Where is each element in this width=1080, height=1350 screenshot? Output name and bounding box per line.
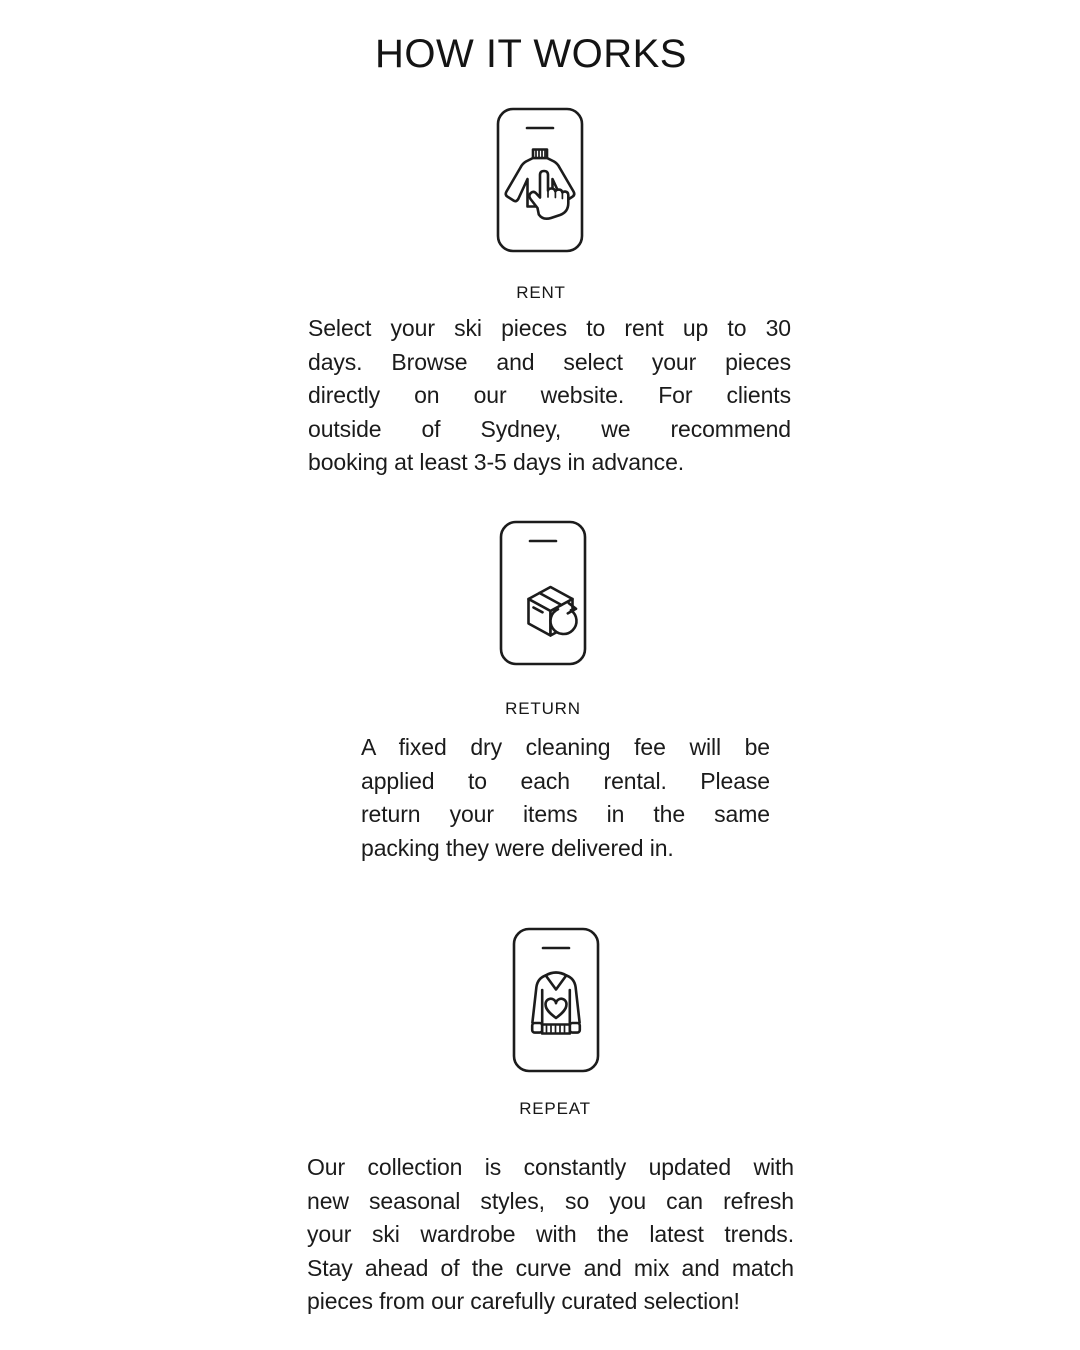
- phone-tap-sweater-icon: [496, 107, 584, 253]
- text-line: packing they were delivered in.: [361, 834, 674, 861]
- page-title: HOW IT WORKS: [375, 32, 687, 76]
- step-label-return: RETURN: [505, 699, 581, 718]
- text-line: booking at least 3-5 days in advance.: [308, 449, 685, 475]
- text-line: new seasonal styles, so you can refresh: [307, 1187, 794, 1214]
- text-line: return your items in the same: [361, 801, 770, 827]
- text-line: directly on our website. For clients: [308, 382, 791, 408]
- text-line: Select your ski pieces to rent up to 30: [308, 315, 791, 341]
- text-line: your ski wardrobe with the latest trends.: [307, 1221, 794, 1247]
- step-description-rent: [308, 312, 791, 480]
- step-description-repeat: [307, 1151, 794, 1319]
- text-line: Stay ahead of the curve and mix and match: [307, 1254, 794, 1281]
- step-description-return: [361, 731, 770, 865]
- text-line: applied to each rental. Please: [361, 767, 770, 794]
- text-line: pieces from our carefully curated selection!: [307, 1288, 740, 1314]
- step-label-rent: RENT: [516, 283, 566, 302]
- text-line: days. Browse and select your pieces: [308, 348, 791, 375]
- phone-hoodie-heart-icon: [512, 927, 600, 1073]
- phone-return-package-icon: [499, 520, 587, 666]
- text-line: outside of Sydney, we recommend: [308, 415, 791, 442]
- text-line: A fixed dry cleaning fee will be: [361, 734, 770, 760]
- text-line: Our collection is constantly updated with: [307, 1154, 794, 1180]
- step-label-repeat: REPEAT: [519, 1099, 591, 1118]
